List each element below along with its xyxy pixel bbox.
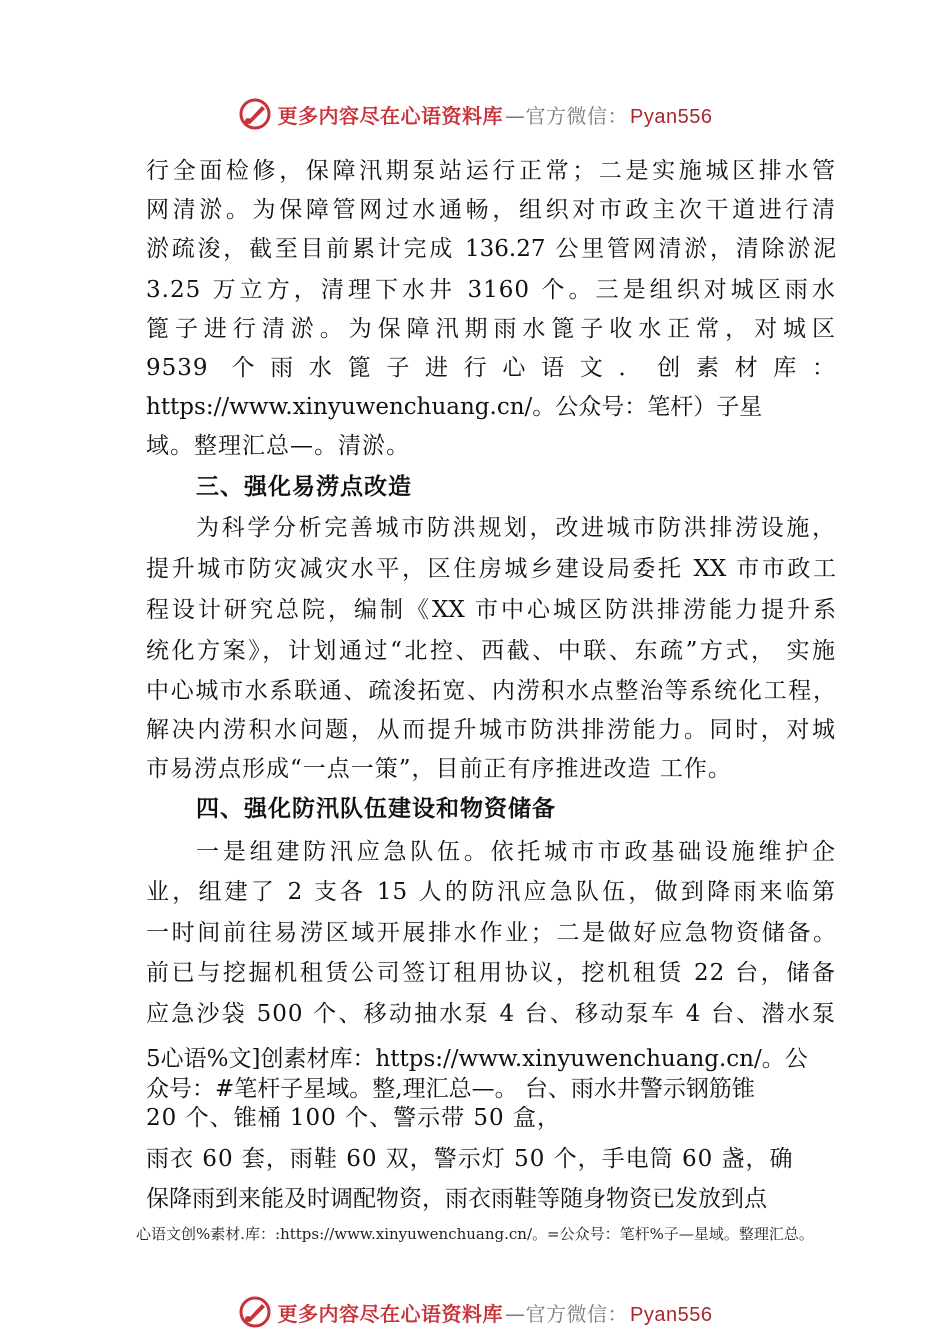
banner-dash-label: —官方微信：: [505, 1301, 629, 1326]
body-line: 3.25 万立方，清理下水井 3160 个。三是组织对城区雨水: [146, 277, 836, 303]
header-banner: [0, 94, 950, 134]
banner-wechat-id: Pyan556: [630, 105, 713, 128]
body-line: 提升城市防灾减灾水平，区住房城乡建设局委托 XX 市市政工: [146, 556, 836, 582]
body-line: 9539 个雨水篦子进行心语文．创素材库：: [146, 355, 836, 381]
body-line: 雨衣 60 套，雨鞋 60 双，警示灯 50 个，手电筒 60 盏，确: [146, 1146, 794, 1172]
body-line: 淤疏浚，截至目前累计完成 136.27 公里管网清淤，清除淤泥: [146, 236, 836, 262]
banner-title: 更多内容尽在心语资料库: [277, 103, 504, 128]
section-heading-3: 三、强化易涝点改造: [196, 474, 412, 500]
body-line: https://www.xinyuwenchuang.cn/。公众号：笔杆）子星: [146, 394, 763, 420]
footnote-watermark: 心语文创%素材.库：:https://www.xinyuwenchuang.cn/。=公众号：笔杆%子—星域。整理汇总。: [136, 1225, 814, 1243]
body-line: 20 个、锥桶 100 个、警示带 50 盒，: [146, 1105, 561, 1131]
body-line: 市易涝点形成“一点一策”，目前正有序推进改造 工作。: [146, 756, 732, 782]
body-line: 中心城市水系联通、疏浚拓宽、内涝积水点整治等系统化工程，: [146, 678, 836, 704]
body-line: 业，组建了 2 支各 15 人的防汛应急队伍，做到降雨来临第: [146, 879, 836, 905]
body-line: 解决内涝积水问题，从而提升城市防洪排涝能力。同时，对城: [146, 717, 836, 743]
section-heading-4: 四、强化防汛队伍建设和物资储备: [196, 796, 556, 822]
banner-wechat-id: Pyan556: [630, 1303, 713, 1326]
body-line: 网清淤。为保障管网过水通畅，组织对市政主次干道进行清: [146, 197, 836, 223]
body-line: 行全面检修，保障汛期泵站运行正常；二是实施城区排水管: [146, 158, 836, 184]
body-line: 前已与挖掘机租赁公司签订租用协议，挖机租赁 22 台，储备: [146, 960, 836, 986]
brush-seal-logo-icon: [238, 1295, 272, 1329]
footer-banner: [0, 1292, 950, 1332]
body-line: 应急沙袋 500 个、移动抽水泵 4 台、移动泵车 4 台、潜水泵: [146, 1001, 836, 1027]
body-line: 为科学分析完善城市防洪规划，改进城市防洪排涝设施，: [196, 515, 836, 541]
body-line: 一时间前往易涝区域开展排水作业；二是做好应急物资储备。: [146, 920, 836, 946]
body-line: 保降雨到来能及时调配物资，雨衣雨鞋等随身物资已发放到点: [146, 1186, 767, 1212]
banner-dash-label: —官方微信：: [505, 103, 629, 128]
body-line: 域。整理汇总—。清淤。: [146, 433, 410, 459]
banner-title: 更多内容尽在心语资料库: [277, 1301, 504, 1326]
body-line: 程设计研究总院，编制《XX 市中心城区防洪排涝能力提升系: [146, 597, 836, 623]
brush-seal-logo-icon: [238, 97, 272, 131]
body-line: 众号：#笔杆子星域。整,理汇总—。 台、雨水井警示钢筋锥: [146, 1076, 755, 1102]
body-line: 5心语%文]创素材库：https://www.xinyuwenchuang.cn/。公: [146, 1046, 808, 1072]
body-line: 篦子进行清淤。为保障汛期雨水篦子收水正常，对城区: [146, 316, 836, 342]
body-line: 统化方案》，计划通过“北控、西截、中联、东疏”方式， 实施: [146, 638, 836, 664]
body-line: 一是组建防汛应急队伍。依托城市市政基础设施维护企: [196, 839, 836, 865]
